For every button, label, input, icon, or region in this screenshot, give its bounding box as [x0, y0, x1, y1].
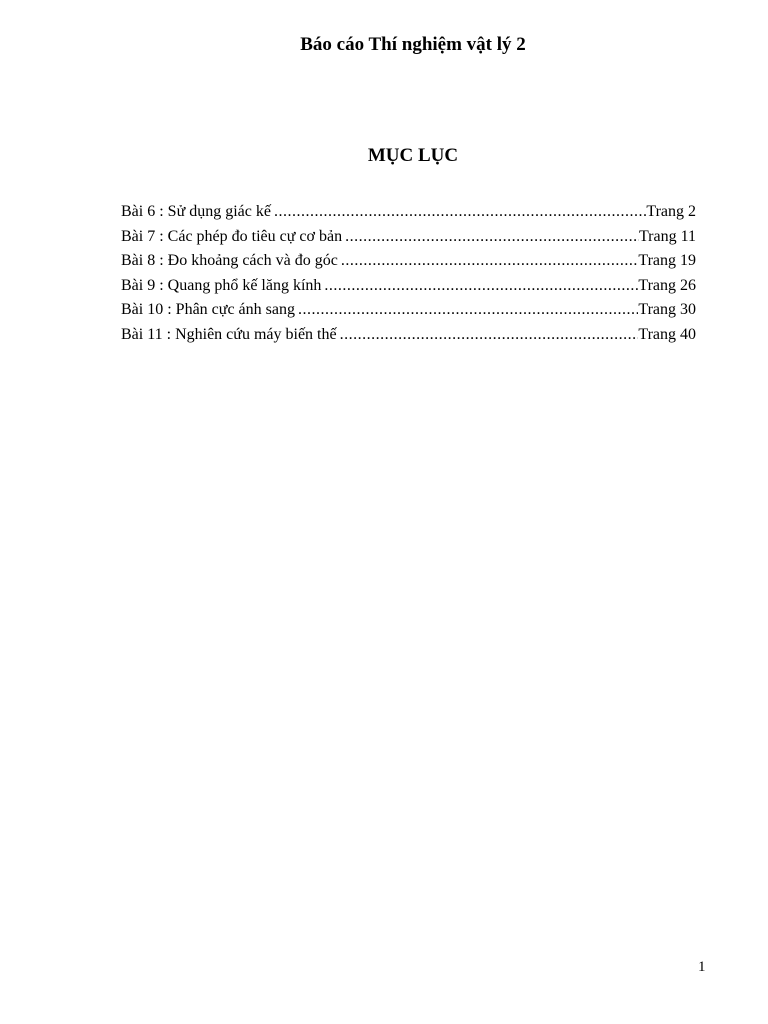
- toc-dot-leader: [341, 249, 639, 274]
- toc-entry-page: Trang 26: [638, 276, 696, 294]
- toc-entry-title: Bài 7 : Các phép đo tiêu cự cơ bản: [121, 227, 343, 245]
- toc-entry-title: Bài 10 : Phân cực ánh sang: [121, 301, 295, 318]
- table-of-contents: [121, 200, 696, 347]
- toc-entry-bai-6: [121, 200, 696, 225]
- page-number: 1: [698, 959, 706, 975]
- toc-entry-title: Bài 9 : Quang phổ kế lăng kính: [121, 276, 322, 294]
- toc-entry-page: Trang 11: [638, 227, 696, 245]
- toc-entry-page: Trang 40: [638, 325, 696, 343]
- toc-dot-leader: [298, 298, 638, 323]
- toc-entry-page: Trang 19: [638, 252, 696, 269]
- toc-entry-bai-9: [121, 274, 696, 299]
- toc-dot-leader: [274, 200, 646, 225]
- toc-heading: MỤC LỤC: [367, 145, 459, 166]
- toc-dot-leader: [345, 225, 639, 250]
- toc-entry-title: Bài 6 : Sử dụng giác kế: [121, 203, 271, 220]
- toc-dot-leader: [340, 323, 639, 348]
- document-title: Báo cáo Thí nghiệm vật lý 2: [300, 34, 526, 55]
- toc-entry-page: Trang 2: [646, 203, 696, 220]
- toc-entry-bai-11: [121, 323, 696, 348]
- toc-entry-title: Bài 8 : Đo khoảng cách và đo góc: [121, 252, 338, 269]
- toc-entry-bai-8: [121, 249, 696, 274]
- toc-entry-page: Trang 30: [638, 301, 696, 318]
- toc-entry-bai-10: [121, 298, 696, 323]
- toc-entry-bai-7: [121, 225, 696, 250]
- toc-entry-title: Bài 11 : Nghiên cứu máy biến thế: [121, 325, 337, 343]
- toc-dot-leader: [324, 274, 638, 299]
